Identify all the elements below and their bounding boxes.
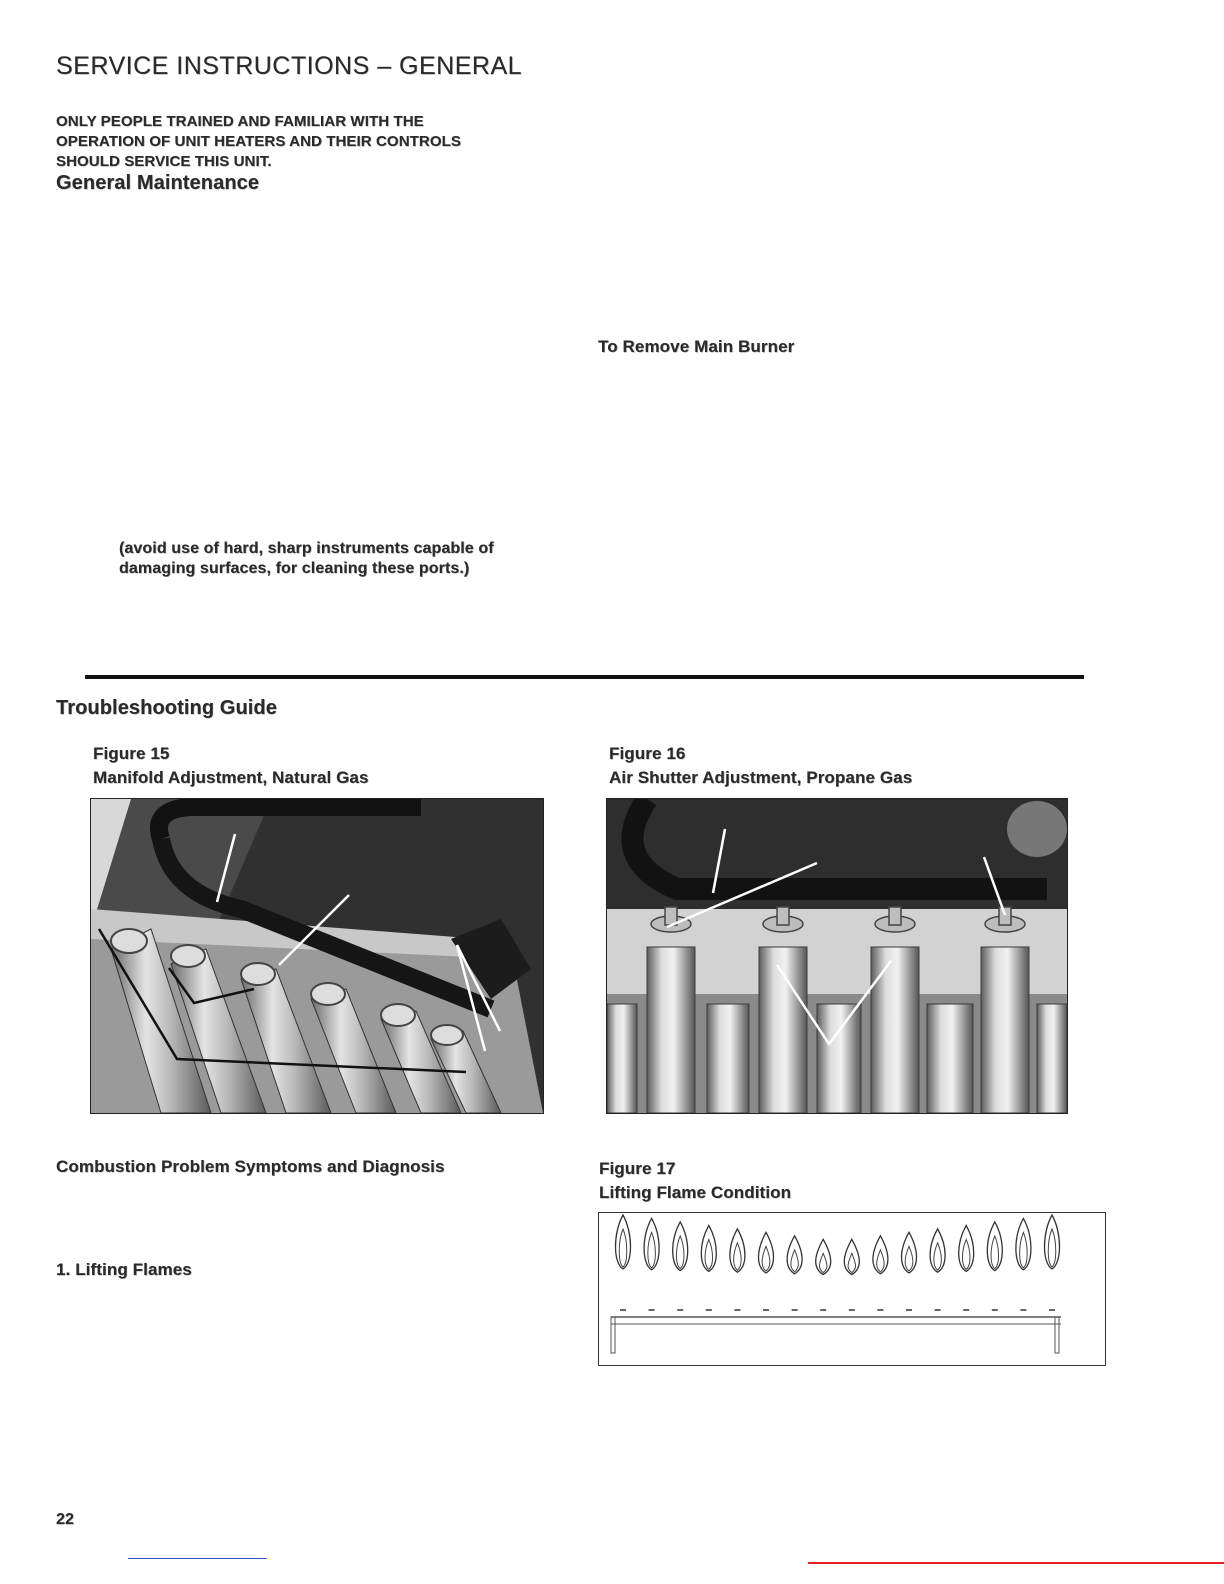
figure-16-photo <box>606 798 1068 1114</box>
figure-16-number: Figure 16 <box>609 744 686 763</box>
general-maintenance-heading: General Maintenance <box>56 172 260 194</box>
flame-inner-cone <box>848 1253 856 1272</box>
lifting-flame-drawing <box>599 1213 1105 1365</box>
flame-outer <box>959 1225 974 1271</box>
flame-inner-cone <box>877 1250 885 1272</box>
flame-outer <box>1016 1218 1031 1269</box>
flame-outer <box>873 1236 888 1274</box>
figure-15-photo <box>90 798 544 1114</box>
flame-inner-cone <box>962 1239 970 1269</box>
flame-inner-cone <box>734 1243 742 1270</box>
flame-outer <box>644 1218 659 1269</box>
flame-outer <box>616 1215 631 1269</box>
figure-17-diagram <box>598 1212 1106 1366</box>
figure-16-title: Air Shutter Adjustment, Propane Gas <box>609 768 913 787</box>
combustion-heading: Combustion Problem Symptoms and Diagnosis <box>56 1157 445 1176</box>
flame-inner-cone <box>648 1232 656 1267</box>
flame-outer <box>987 1222 1002 1271</box>
figure-15-title: Manifold Adjustment, Natural Gas <box>93 768 369 787</box>
warning-line-3: SHOULD SERVICE THIS UNIT. <box>56 153 272 170</box>
flame-outer <box>844 1239 859 1274</box>
flame-outer <box>759 1232 774 1273</box>
cleaning-note <box>119 539 494 579</box>
service-warning <box>56 112 576 172</box>
troubleshooting-heading: Troubleshooting Guide <box>56 697 277 719</box>
flame-inner-cone <box>991 1236 999 1269</box>
page-title: SERVICE INSTRUCTIONS – GENERAL <box>56 52 523 80</box>
cleaning-note-line-2: damaging surfaces, for cleaning these ports.) <box>119 560 470 577</box>
figure-16-caption <box>609 742 912 790</box>
flame-outer <box>730 1229 745 1272</box>
cleaning-note-line-1: (avoid use of hard, sharp instruments capable of <box>119 540 494 557</box>
flame-inner-cone <box>1020 1232 1028 1267</box>
footer-red-rule <box>808 1562 1224 1564</box>
section-divider <box>85 675 1084 679</box>
flame-outer <box>701 1225 716 1271</box>
flame-inner-cone <box>619 1229 627 1267</box>
flame-inner-cone <box>819 1253 827 1272</box>
remove-burner-heading: To Remove Main Burner <box>598 337 795 356</box>
flame-outer <box>673 1222 688 1271</box>
flame-inner-cone <box>934 1243 942 1270</box>
flame-inner-cone <box>905 1246 913 1271</box>
flame-outer <box>902 1232 917 1273</box>
flame-outer <box>1045 1215 1060 1269</box>
warning-line-2: OPERATION OF UNIT HEATERS AND THEIR CONTROLS <box>56 133 461 150</box>
figure-15-number: Figure 15 <box>93 744 170 763</box>
figure-17-title: Lifting Flame Condition <box>599 1183 792 1202</box>
burner-left-leg <box>611 1317 615 1353</box>
flame-inner-cone <box>705 1239 713 1269</box>
figure-17-number: Figure 17 <box>599 1159 676 1178</box>
flame-inner-cone <box>1048 1229 1056 1267</box>
burner-right-leg <box>1055 1317 1059 1353</box>
flame-outer <box>816 1239 831 1274</box>
flame-inner-cone <box>791 1250 799 1272</box>
footer-link-underline <box>128 1558 267 1559</box>
lifting-flames-item: 1. Lifting Flames <box>56 1260 192 1279</box>
figure-17-caption <box>599 1157 791 1205</box>
warning-line-1: ONLY PEOPLE TRAINED AND FAMILIAR WITH THE <box>56 113 424 130</box>
flame-inner-cone <box>676 1236 684 1269</box>
page-number: 22 <box>56 1511 74 1528</box>
figure-15-caption <box>93 742 369 790</box>
flame-outer <box>787 1236 802 1274</box>
flame-inner-cone <box>762 1246 770 1271</box>
flame-outer <box>930 1229 945 1272</box>
